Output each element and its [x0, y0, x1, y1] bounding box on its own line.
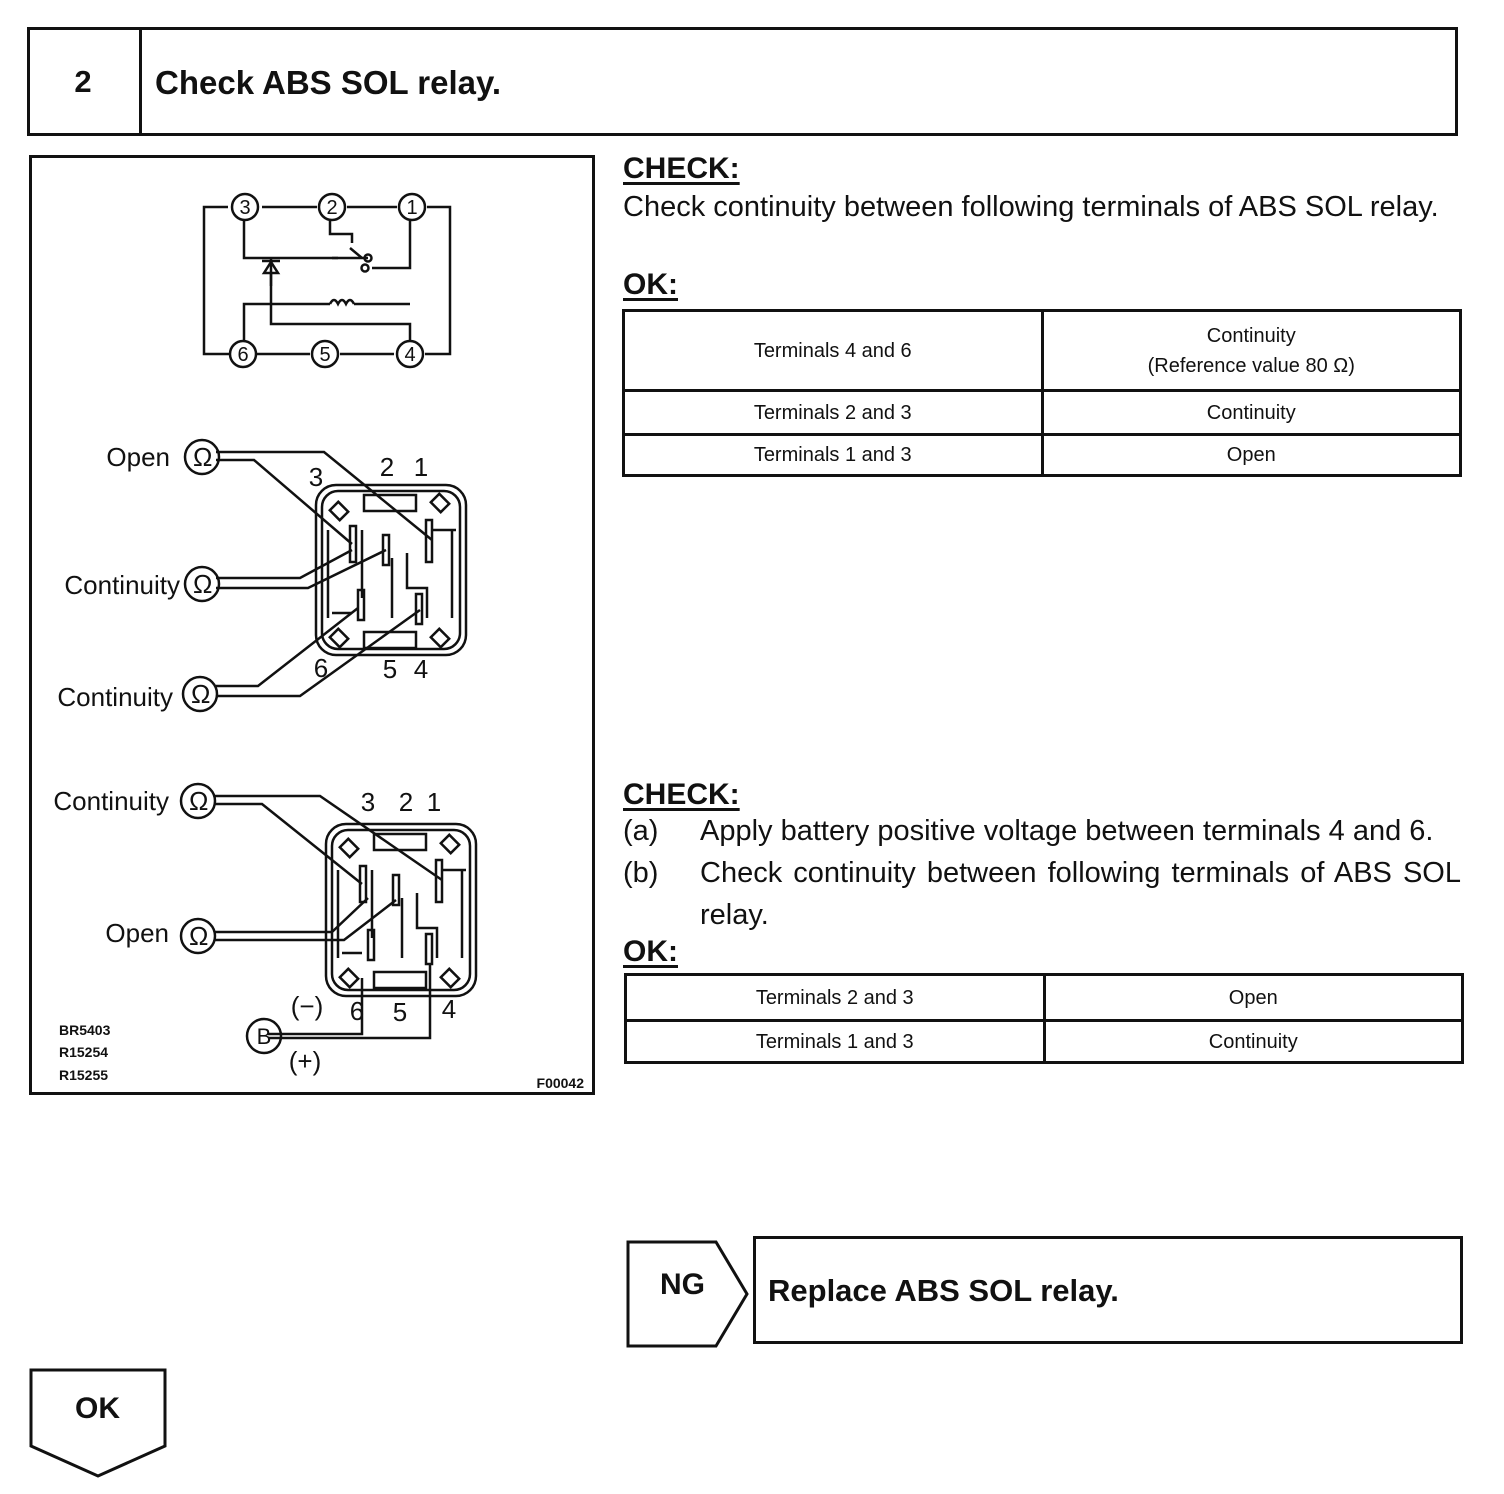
check2-steps [623, 810, 1461, 936]
positive-label: (+) [288, 1046, 322, 1076]
ng-label: NG [660, 1268, 705, 1301]
relay-body-2 [326, 824, 476, 996]
check1-heading: CHECK: [623, 152, 740, 185]
table-row [624, 435, 1461, 476]
step-text: Check continuity between following terminals of ABS SOL relay. [700, 857, 1461, 931]
figure-code: BR5403 [59, 1022, 111, 1038]
meter-label-open: Open [105, 918, 169, 948]
schematic-terminal-1: 1 [406, 197, 418, 219]
table-row [626, 1021, 1463, 1063]
pin-label-6: 6 [349, 996, 365, 1026]
schematic-terminal-3: 3 [239, 197, 251, 219]
terminals-cell: Terminals 2 and 3 [626, 975, 1045, 1021]
table-row [624, 391, 1461, 435]
result-cell [1042, 311, 1461, 391]
pin-label-1: 1 [413, 452, 429, 482]
terminals-cell: Terminals 1 and 3 [624, 435, 1043, 476]
pin-label-3: 3 [308, 462, 324, 492]
pin-label-4: 4 [441, 994, 457, 1024]
pin-label-4: 4 [413, 654, 429, 684]
ohm-symbol: Ω [189, 786, 209, 816]
check2-heading: CHECK: [623, 778, 740, 811]
step-label: (a) [623, 815, 659, 847]
step-text: Apply battery positive voltage between terminals 4 and 6. [700, 815, 1434, 847]
result-text: Continuity [1206, 324, 1296, 347]
step-number: 2 [27, 27, 142, 136]
ok-label: OK [75, 1392, 120, 1425]
relay-diagrams [32, 158, 592, 1092]
result-cell: Continuity [1042, 391, 1461, 435]
relay-schematic [204, 207, 450, 354]
schematic-terminal-2: 2 [326, 197, 338, 219]
schematic-terminal-4: 4 [404, 344, 416, 366]
table-row [626, 975, 1463, 1021]
figure-id: F00042 [536, 1075, 584, 1091]
pin-label-1: 1 [426, 787, 442, 817]
meter-label-continuity: Continuity [57, 682, 173, 712]
step-title: Check ABS SOL relay. [155, 64, 502, 101]
pin-label-2: 2 [398, 787, 414, 817]
terminals-cell: Terminals 2 and 3 [624, 391, 1043, 435]
step-item [623, 810, 1461, 852]
battery-symbol: B [256, 1024, 272, 1049]
ohmmeter-leads-2 [214, 796, 442, 940]
ohm-symbol: Ω [189, 921, 209, 951]
figure-code: R15254 [59, 1044, 109, 1060]
meter-label-open: Open [106, 442, 170, 472]
check1-text: Check continuity between following terminals of ABS SOL relay. [623, 191, 1439, 223]
check1-table [622, 309, 1462, 477]
check2-table [624, 973, 1464, 1064]
ohm-symbol: Ω [193, 569, 213, 599]
pin-label-5: 5 [392, 997, 408, 1027]
result-cell: Open [1044, 975, 1463, 1021]
relay-figure [29, 155, 595, 1095]
ng-action-text: Replace ABS SOL relay. [768, 1273, 1119, 1308]
meter-label-continuity: Continuity [53, 786, 169, 816]
ohm-symbol: Ω [193, 442, 213, 472]
pin-label-6: 6 [313, 653, 329, 683]
figure-code: R15255 [59, 1067, 109, 1083]
table-row [624, 311, 1461, 391]
pin-label-2: 2 [379, 452, 395, 482]
negative-label: (−) [290, 991, 324, 1021]
meter-label-continuity: Continuity [64, 570, 180, 600]
schematic-terminal-6: 6 [237, 344, 249, 366]
result-cell: Open [1042, 435, 1461, 476]
reference-note: (Reference value 80 Ω) [1147, 354, 1355, 377]
pin-label-5: 5 [382, 654, 398, 684]
result-cell: Continuity [1044, 1021, 1463, 1063]
schematic-terminal-circles [230, 194, 425, 367]
check1-ok-heading: OK: [623, 268, 678, 301]
pin-label-3: 3 [360, 787, 376, 817]
schematic-terminal-5: 5 [319, 344, 331, 366]
step-item [623, 852, 1461, 936]
terminals-cell: Terminals 4 and 6 [624, 311, 1043, 391]
terminals-cell: Terminals 1 and 3 [626, 1021, 1045, 1063]
step-label: (b) [623, 857, 659, 889]
ohm-symbol: Ω [191, 679, 211, 709]
check2-ok-heading: OK: [623, 935, 678, 968]
